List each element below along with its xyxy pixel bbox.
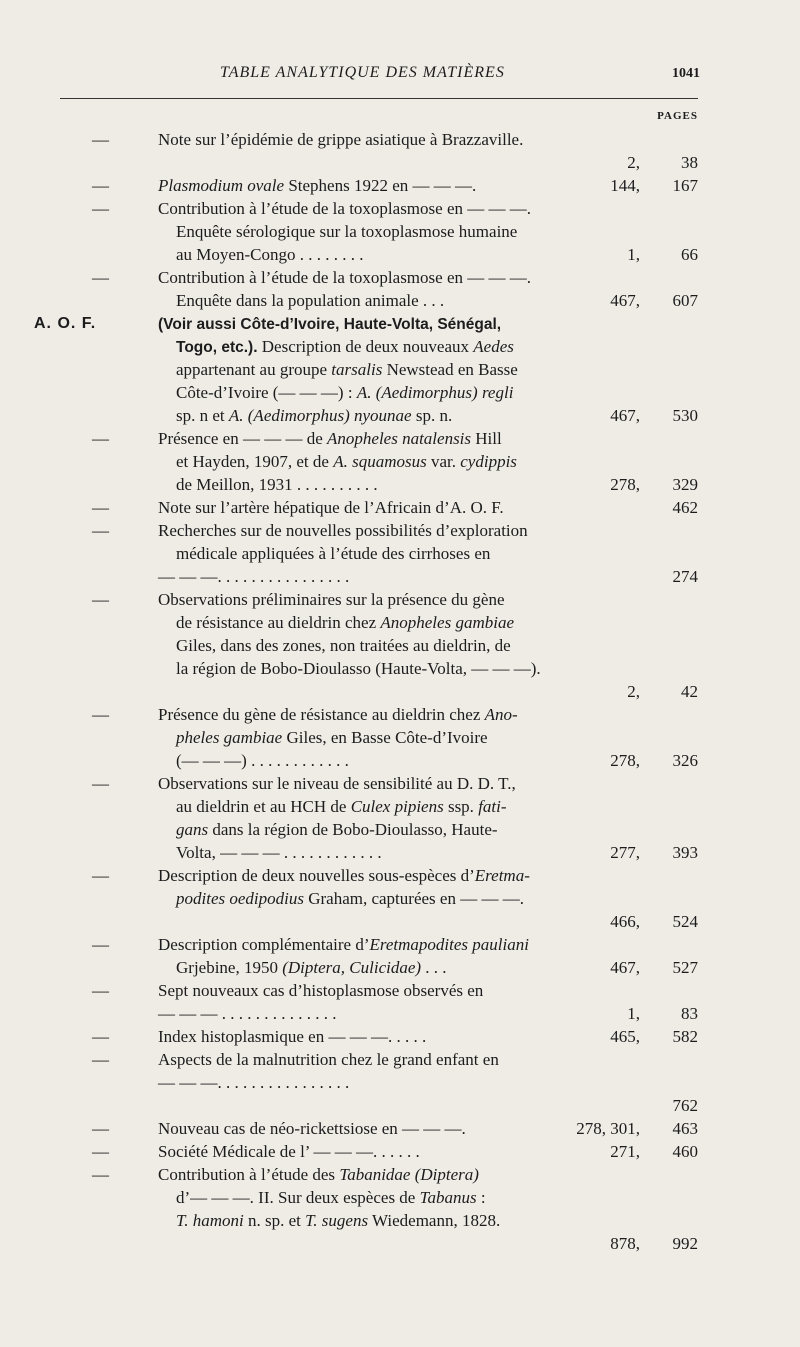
entry-page: 463: [672, 1119, 698, 1138]
species-name: tarsalis: [331, 360, 383, 379]
entry-text: Description complémentaire d’: [158, 935, 370, 954]
entry-dash: —: [92, 774, 109, 793]
entry-reference: 144,: [610, 176, 640, 195]
entry-text: — — — . . . . . . . . . . . . . .: [158, 1004, 337, 1023]
entry-text: au dieldrin et au HCH de: [176, 797, 351, 816]
index-entry: [0, 128, 800, 174]
entry-reference: 467,: [610, 291, 640, 310]
entry-page: 329: [672, 475, 698, 494]
entry-reference: 271,: [610, 1142, 640, 1161]
index-entries: [0, 128, 800, 1255]
entry-dash: —: [92, 498, 109, 517]
species-name: A. (Aedimorphus) regli: [356, 383, 514, 402]
entry-dash: —: [92, 1142, 109, 1161]
species-name: Culex pipiens: [350, 797, 444, 816]
entry-text: Présence en — — — de: [158, 429, 328, 448]
index-entry: [0, 496, 800, 519]
pages-column-label: PAGES: [657, 110, 698, 122]
entry-page: 326: [672, 751, 698, 770]
entry-text: Recherches sur de nouvelles possibilités d’exploration: [158, 521, 528, 540]
species-name: T. sugens: [305, 1211, 369, 1230]
entry-text: de résistance au dieldrin chez: [176, 613, 381, 632]
entry-heading: A. O. F.: [34, 315, 97, 332]
entry-page: 582: [672, 1027, 698, 1046]
entry-dash: —: [92, 935, 109, 954]
entry-text: la région de Bobo-Dioulasso (Haute-Volta, — — —).: [176, 659, 541, 678]
entry-text: dans la région de Bobo-Dioulasso, Haute-: [208, 820, 498, 839]
entry-reference: 278,: [610, 475, 640, 494]
index-entry: [0, 1048, 800, 1117]
entry-page: 462: [672, 498, 698, 517]
entry-text: . . .: [421, 958, 447, 977]
species-name: Eretma-: [474, 866, 530, 885]
species-name: podites oedipodius: [176, 889, 304, 908]
entry-reference: 878,: [610, 1234, 640, 1253]
index-entry: [0, 979, 800, 1025]
entry-page: 66: [681, 245, 698, 264]
entry-text: (Voir aussi Côte-d’Ivoire, Haute-Volta, Sénégal,: [158, 316, 502, 333]
header-rule: [60, 98, 698, 99]
entry-reference: 278, 301,: [576, 1119, 640, 1138]
entry-text: Côte-d’Ivoire (— — —) :: [176, 383, 357, 402]
entry-text: Sept nouveaux cas d’histoplasmose observés en: [158, 981, 484, 1000]
entry-text: — — —. . . . . . . . . . . . . . . .: [158, 567, 350, 586]
entry-text: ssp.: [443, 797, 479, 816]
entry-reference: 2,: [627, 153, 640, 172]
entry-text: Index histoplasmique en — — —. . . . .: [158, 1027, 427, 1046]
entry-text: sp. n et: [176, 406, 229, 425]
entry-reference: 466,: [610, 912, 640, 931]
entry-text: n. sp. et: [243, 1211, 306, 1230]
entry-text: d’— — —. II. Sur deux espèces de: [176, 1188, 420, 1207]
index-entry: [0, 519, 800, 588]
entry-reference: 1,: [627, 1004, 640, 1023]
index-entry: [0, 588, 800, 703]
entry-text: Giles, en Basse Côte-d’Ivoire: [282, 728, 488, 747]
entry-page: 274: [672, 567, 698, 586]
entry-text: et Hayden, 1907, et de: [176, 452, 334, 471]
entry-text: Wiedemann, 1828.: [368, 1211, 501, 1230]
entry-dash: —: [92, 199, 109, 218]
entry-text: Volta, — — — . . . . . . . . . . . .: [176, 843, 382, 862]
page-header: [60, 62, 700, 92]
entry-page: 38: [681, 153, 698, 172]
entry-page: 992: [672, 1234, 698, 1253]
entry-text: sp. n.: [411, 406, 453, 425]
entry-text: Hill: [471, 429, 502, 448]
entry-text: Contribution à l’étude de la toxoplasmose en — — —.: [158, 268, 531, 287]
entry-text: Société Médicale de l’ — — —. . . . . .: [158, 1142, 420, 1161]
index-entry: [0, 933, 800, 979]
entry-dash: —: [92, 521, 109, 540]
index-entry: [0, 703, 800, 772]
entry-page: 530: [672, 406, 698, 425]
entry-text: Grjebine, 1950: [176, 958, 283, 977]
species-name: A. squamosus: [333, 452, 427, 471]
entry-text: Note sur l’épidémie de grippe asiatique à Brazzaville.: [158, 130, 524, 149]
species-name: fati-: [478, 797, 507, 816]
species-name: Plasmodium ovale: [158, 176, 285, 195]
index-entry: [0, 427, 800, 496]
entry-text: Description de deux nouvelles sous-espèces d’: [158, 866, 475, 885]
index-entry: [0, 1140, 800, 1163]
entry-page: 167: [672, 176, 698, 195]
entry-text: médicale appliquées à l’étude des cirrhoses en: [176, 544, 491, 563]
entry-page: 460: [672, 1142, 698, 1161]
entry-dash: —: [92, 1027, 109, 1046]
species-name: Anopheles gambiae: [380, 613, 514, 632]
index-entry: [0, 197, 800, 266]
species-name: cydippis: [460, 452, 517, 471]
entry-text: :: [476, 1188, 486, 1207]
entry-text: Présence du gène de résistance au dieldrin chez: [158, 705, 485, 724]
species-name: pheles gambiae: [176, 728, 283, 747]
entry-text: Contribution à l’étude des: [158, 1165, 340, 1184]
index-entry: [0, 266, 800, 312]
index-entry: [0, 1163, 800, 1255]
entry-text: Stephens 1922 en — — —.: [284, 176, 477, 195]
entry-reference: 1,: [627, 245, 640, 264]
entry-reference: 277,: [610, 843, 640, 862]
species-name: Tabanus: [419, 1188, 477, 1207]
entry-text: Giles, dans des zones, non traitées au dieldrin, de: [176, 636, 511, 655]
index-entry: [0, 864, 800, 933]
entry-dash: —: [92, 176, 109, 195]
species-name: T. hamoni: [176, 1211, 244, 1230]
entry-text: Contribution à l’étude de la toxoplasmose en — — —.: [158, 199, 531, 218]
entry-dash: —: [92, 590, 109, 609]
species-name: gans: [176, 820, 209, 839]
entry-dash: —: [92, 1050, 109, 1069]
index-entry-heading: [0, 312, 800, 427]
entry-page: 527: [672, 958, 698, 977]
entry-text: var.: [426, 452, 461, 471]
entry-dash: —: [92, 429, 109, 448]
entry-page: 607: [672, 291, 698, 310]
species-name: Anopheles natalensis: [327, 429, 472, 448]
species-name: Ano-: [484, 705, 518, 724]
entry-text: Nouveau cas de néo-rickettsiose en — — —.: [158, 1119, 466, 1138]
entry-text: Observations sur le niveau de sensibilité au D. D. T.,: [158, 774, 516, 793]
entry-text: Togo, etc.).: [176, 339, 258, 356]
entry-dash: —: [92, 1165, 109, 1184]
species-name: Aedes: [473, 337, 514, 356]
entry-dash: —: [92, 705, 109, 724]
page-number: 1041: [672, 66, 700, 81]
entry-text: Observations préliminaires sur la présence du gène: [158, 590, 505, 609]
entry-reference: 2,: [627, 682, 640, 701]
index-entry: [0, 1025, 800, 1048]
entry-reference: 467,: [610, 406, 640, 425]
entry-dash: —: [92, 130, 109, 149]
entry-text: appartenant au groupe: [176, 360, 332, 379]
entry-text: Description de deux nouveaux: [257, 337, 474, 356]
entry-text: de Meillon, 1931 . . . . . . . . . .: [176, 475, 378, 494]
entry-dash: —: [92, 268, 109, 287]
entry-page: 42: [681, 682, 698, 701]
entry-reference: 467,: [610, 958, 640, 977]
entry-page: 393: [672, 843, 698, 862]
species-name: A. (Aedimorphus) nyounae: [228, 406, 412, 425]
entry-text: Newstead en Basse: [382, 360, 518, 379]
entry-text: Enquête sérologique sur la toxoplasmose humaine: [176, 222, 518, 241]
entry-text: Aspects de la malnutrition chez le grand enfant en: [158, 1050, 499, 1069]
entry-dash: —: [92, 1119, 109, 1138]
entry-text: — — —. . . . . . . . . . . . . . . .: [158, 1073, 350, 1092]
entry-reference: 278,: [610, 751, 640, 770]
taxon-name: Tabanidae (Diptera): [339, 1165, 479, 1184]
entry-text: (— — —) . . . . . . . . . . . .: [176, 751, 349, 770]
taxon-name: (Diptera, Culicidae): [282, 958, 422, 977]
entry-text: Graham, capturées en — — —.: [303, 889, 524, 908]
entry-dash: —: [92, 866, 109, 885]
running-title: TABLE ANALYTIQUE DES MATIÈRES: [220, 64, 505, 81]
index-entry: [0, 772, 800, 864]
entry-dash: —: [92, 981, 109, 1000]
entry-reference: 465,: [610, 1027, 640, 1046]
entry-text: au Moyen-Congo . . . . . . . .: [176, 245, 364, 264]
species-name: Eretmapodites pauliani: [369, 935, 529, 954]
entry-page: 762: [672, 1096, 698, 1115]
index-entry: [0, 1117, 800, 1140]
entry-text: Note sur l’artère hépatique de l’Africain d’A. O. F.: [158, 498, 504, 517]
index-entry: [0, 174, 800, 197]
entry-page: 524: [672, 912, 698, 931]
entry-text: Enquête dans la population animale . . .: [176, 291, 445, 310]
entry-page: 83: [681, 1004, 698, 1023]
